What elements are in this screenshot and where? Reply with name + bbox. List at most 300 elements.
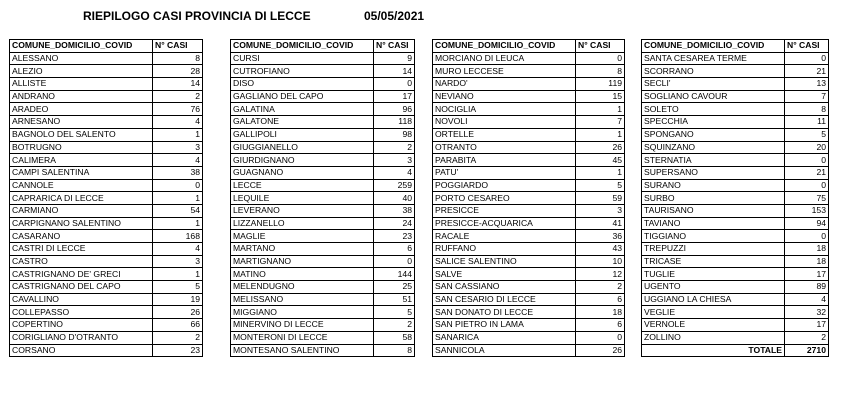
casi-cell: 14 — [153, 78, 203, 91]
table-row — [231, 166, 415, 179]
casi-cell: 1 — [153, 217, 203, 230]
table-row — [642, 116, 829, 129]
comune-cell: ALESSANO — [10, 52, 153, 65]
table-row — [10, 243, 203, 256]
casi-cell: 51 — [374, 293, 415, 306]
table-row — [642, 306, 829, 319]
column-header-casi: N° CASI — [785, 40, 829, 53]
casi-cell: 11 — [785, 116, 829, 129]
comune-cell: OTRANTO — [433, 141, 576, 154]
cases-table-4 — [641, 39, 829, 357]
casi-cell: 18 — [785, 255, 829, 268]
comune-cell: ARNESANO — [10, 116, 153, 129]
total-row — [642, 344, 829, 357]
table-row — [433, 217, 625, 230]
table-row — [642, 255, 829, 268]
casi-cell: 8 — [576, 65, 625, 78]
comune-cell: LEVERANO — [231, 204, 374, 217]
cases-table-2 — [230, 39, 415, 357]
comune-cell: SQUINZANO — [642, 141, 785, 154]
column-header-comune: COMUNE_DOMICILIO_COVID — [10, 40, 153, 53]
table-row — [231, 281, 415, 294]
comune-cell: RUFFANO — [433, 243, 576, 256]
table-row — [433, 192, 625, 205]
comune-cell: LECCE — [231, 179, 374, 192]
cases-table-3 — [432, 39, 625, 357]
table-row — [642, 293, 829, 306]
casi-cell: 2 — [374, 319, 415, 332]
table-row — [433, 128, 625, 141]
comune-cell: MURO LECCESE — [433, 65, 576, 78]
table-row — [10, 217, 203, 230]
report-date: 05/05/2021 — [364, 9, 425, 23]
comune-cell: GAGLIANO DEL CAPO — [231, 90, 374, 103]
comune-cell: UGENTO — [642, 281, 785, 294]
table-header-row — [231, 40, 415, 53]
comune-cell: CAMPI SALENTINA — [10, 166, 153, 179]
table-row — [433, 103, 625, 116]
comune-cell: BOTRUGNO — [10, 141, 153, 154]
comune-cell: UGGIANO LA CHIESA — [642, 293, 785, 306]
casi-cell: 153 — [785, 204, 829, 217]
casi-cell: 2 — [576, 281, 625, 294]
table-row — [231, 154, 415, 167]
casi-cell: 26 — [576, 141, 625, 154]
table-row — [642, 230, 829, 243]
comune-cell: PRESICCE — [433, 204, 576, 217]
table-row — [10, 179, 203, 192]
casi-cell: 118 — [374, 116, 415, 129]
table-row — [10, 255, 203, 268]
comune-cell: SCORRANO — [642, 65, 785, 78]
table-body — [231, 52, 415, 357]
casi-cell: 0 — [153, 179, 203, 192]
table-row — [433, 78, 625, 91]
comune-cell: SALVE — [433, 268, 576, 281]
comune-cell: TIGGIANO — [642, 230, 785, 243]
comune-cell: SURBO — [642, 192, 785, 205]
casi-cell: 32 — [785, 306, 829, 319]
table-row — [433, 116, 625, 129]
table-row — [10, 331, 203, 344]
comune-cell: COLLEPASSO — [10, 306, 153, 319]
comune-cell: TREPUZZI — [642, 243, 785, 256]
table-row — [433, 141, 625, 154]
comune-cell: ANDRANO — [10, 90, 153, 103]
comune-cell: CASARANO — [10, 230, 153, 243]
comune-cell: STERNATIA — [642, 154, 785, 167]
casi-cell: 7 — [576, 116, 625, 129]
casi-cell: 36 — [576, 230, 625, 243]
casi-cell: 144 — [374, 268, 415, 281]
comune-cell: SAN PIETRO IN LAMA — [433, 319, 576, 332]
casi-cell: 66 — [153, 319, 203, 332]
comune-cell: SALICE SALENTINO — [433, 255, 576, 268]
table-row — [10, 166, 203, 179]
casi-cell: 18 — [785, 243, 829, 256]
casi-cell: 38 — [153, 166, 203, 179]
comune-cell: PATU' — [433, 166, 576, 179]
casi-cell: 6 — [576, 293, 625, 306]
casi-cell: 94 — [785, 217, 829, 230]
comune-cell: BAGNOLO DEL SALENTO — [10, 128, 153, 141]
table-row — [231, 255, 415, 268]
comune-cell: SANNICOLA — [433, 344, 576, 357]
table-row — [231, 217, 415, 230]
comune-cell: NEVIANO — [433, 90, 576, 103]
table-row — [433, 293, 625, 306]
comune-cell: GALLIPOLI — [231, 128, 374, 141]
casi-cell: 14 — [374, 65, 415, 78]
comune-cell: MATINO — [231, 268, 374, 281]
comune-cell: ZOLLINO — [642, 331, 785, 344]
casi-cell: 13 — [785, 78, 829, 91]
table-row — [642, 281, 829, 294]
table-row — [231, 243, 415, 256]
table-row — [433, 179, 625, 192]
table-row — [642, 192, 829, 205]
casi-cell: 0 — [785, 154, 829, 167]
table-row — [642, 90, 829, 103]
table-row — [642, 179, 829, 192]
comune-cell: LIZZANELLO — [231, 217, 374, 230]
casi-cell: 75 — [785, 192, 829, 205]
table-row — [231, 116, 415, 129]
table-row — [231, 230, 415, 243]
comune-cell: VERNOLE — [642, 319, 785, 332]
comune-cell: CALIMERA — [10, 154, 153, 167]
comune-cell: MONTESANO SALENTINO — [231, 344, 374, 357]
table-row — [10, 103, 203, 116]
comune-cell: SAN CASSIANO — [433, 281, 576, 294]
comune-cell: SURANO — [642, 179, 785, 192]
table-row — [231, 344, 415, 357]
comune-cell: MELISSANO — [231, 293, 374, 306]
casi-cell: 8 — [374, 344, 415, 357]
casi-cell: 21 — [785, 166, 829, 179]
table-row — [642, 154, 829, 167]
casi-cell: 2 — [153, 331, 203, 344]
comune-cell: GUAGNANO — [231, 166, 374, 179]
table-row — [231, 293, 415, 306]
casi-cell: 9 — [374, 52, 415, 65]
table-body — [10, 52, 203, 357]
table-row — [642, 103, 829, 116]
comune-cell: TUGLIE — [642, 268, 785, 281]
table-row — [433, 255, 625, 268]
casi-cell: 17 — [785, 319, 829, 332]
comune-cell: TRICASE — [642, 255, 785, 268]
casi-cell: 26 — [576, 344, 625, 357]
casi-cell: 5 — [576, 179, 625, 192]
comune-cell: MARTANO — [231, 243, 374, 256]
comune-cell: SUPERSANO — [642, 166, 785, 179]
table-row — [231, 52, 415, 65]
casi-cell: 1 — [576, 166, 625, 179]
table-row — [433, 65, 625, 78]
table-row — [433, 154, 625, 167]
comune-cell: CASTRIGNANO DE' GRECI — [10, 268, 153, 281]
casi-cell: 6 — [374, 243, 415, 256]
table-row — [642, 78, 829, 91]
comune-cell: SAN DONATO DI LECCE — [433, 306, 576, 319]
comune-cell: CUTROFIANO — [231, 65, 374, 78]
casi-cell: 8 — [153, 52, 203, 65]
table-row — [231, 204, 415, 217]
casi-cell: 1 — [576, 128, 625, 141]
comune-cell: CORIGLIANO D'OTRANTO — [10, 331, 153, 344]
casi-cell: 7 — [785, 90, 829, 103]
comune-cell: ALLISTE — [10, 78, 153, 91]
table-row — [433, 52, 625, 65]
comune-cell: VEGLIE — [642, 306, 785, 319]
casi-cell: 5 — [374, 306, 415, 319]
comune-cell: LEQUILE — [231, 192, 374, 205]
casi-cell: 1 — [153, 128, 203, 141]
table-body — [433, 52, 625, 357]
comune-cell: SPECCHIA — [642, 116, 785, 129]
table-row — [642, 319, 829, 332]
casi-cell: 25 — [374, 281, 415, 294]
table-row — [231, 306, 415, 319]
casi-cell: 2 — [374, 141, 415, 154]
casi-cell: 0 — [785, 52, 829, 65]
comune-cell: PORTO CESAREO — [433, 192, 576, 205]
table-row — [231, 128, 415, 141]
table-row — [433, 243, 625, 256]
comune-cell: PARABITA — [433, 154, 576, 167]
comune-cell: ARADEO — [10, 103, 153, 116]
casi-cell: 89 — [785, 281, 829, 294]
casi-cell: 18 — [576, 306, 625, 319]
table-row — [231, 103, 415, 116]
casi-cell: 17 — [374, 90, 415, 103]
table-row — [10, 128, 203, 141]
comune-cell: SANTA CESAREA TERME — [642, 52, 785, 65]
table-row — [642, 65, 829, 78]
table-row — [642, 52, 829, 65]
table-row — [433, 344, 625, 357]
table-row — [10, 52, 203, 65]
comune-cell: GIUGGIANELLO — [231, 141, 374, 154]
table-row — [10, 204, 203, 217]
comune-cell: ALEZIO — [10, 65, 153, 78]
casi-cell: 4 — [153, 116, 203, 129]
table-row — [642, 217, 829, 230]
comune-cell: PRESICCE-ACQUARICA — [433, 217, 576, 230]
table-row — [10, 344, 203, 357]
table-row — [642, 204, 829, 217]
casi-cell: 2 — [153, 90, 203, 103]
report-title: RIEPILOGO CASI PROVINCIA DI LECCE — [83, 9, 311, 23]
table-row — [231, 141, 415, 154]
casi-cell: 4 — [785, 293, 829, 306]
table-row — [642, 268, 829, 281]
casi-cell: 40 — [374, 192, 415, 205]
casi-cell: 0 — [374, 255, 415, 268]
table-row — [433, 268, 625, 281]
table-row — [642, 243, 829, 256]
comune-cell: CANNOLE — [10, 179, 153, 192]
table-row — [231, 179, 415, 192]
casi-cell: 43 — [576, 243, 625, 256]
table-header-row — [10, 40, 203, 53]
comune-cell: CAVALLINO — [10, 293, 153, 306]
comune-cell: CAPRARICA DI LECCE — [10, 192, 153, 205]
table-row — [231, 65, 415, 78]
comune-cell: NARDO' — [433, 78, 576, 91]
casi-cell: 1 — [153, 268, 203, 281]
table-body — [642, 52, 829, 344]
casi-cell: 8 — [785, 103, 829, 116]
table-row — [10, 154, 203, 167]
table-row — [10, 230, 203, 243]
table-row — [10, 116, 203, 129]
casi-cell: 98 — [374, 128, 415, 141]
total-label: TOTALE — [642, 344, 785, 357]
casi-cell: 119 — [576, 78, 625, 91]
casi-cell: 38 — [374, 204, 415, 217]
comune-cell: MIGGIANO — [231, 306, 374, 319]
table-row — [433, 306, 625, 319]
comune-cell: SOGLIANO CAVOUR — [642, 90, 785, 103]
casi-cell: 0 — [785, 230, 829, 243]
casi-cell: 96 — [374, 103, 415, 116]
table-row — [10, 268, 203, 281]
column-header-casi: N° CASI — [576, 40, 625, 53]
casi-cell: 0 — [576, 52, 625, 65]
table-row — [433, 281, 625, 294]
casi-cell: 4 — [153, 154, 203, 167]
table-row — [433, 230, 625, 243]
casi-cell: 45 — [576, 154, 625, 167]
casi-cell: 23 — [374, 230, 415, 243]
comune-cell: COPERTINO — [10, 319, 153, 332]
casi-cell: 59 — [576, 192, 625, 205]
table-row — [10, 78, 203, 91]
casi-cell: 1 — [576, 103, 625, 116]
casi-cell: 5 — [785, 128, 829, 141]
casi-cell: 12 — [576, 268, 625, 281]
comune-cell: CORSANO — [10, 344, 153, 357]
comune-cell: CASTRI DI LECCE — [10, 243, 153, 256]
casi-cell: 0 — [576, 331, 625, 344]
comune-cell: CARMIANO — [10, 204, 153, 217]
casi-cell: 5 — [153, 281, 203, 294]
comune-cell: GALATINA — [231, 103, 374, 116]
column-header-casi: N° CASI — [374, 40, 415, 53]
table-row — [642, 141, 829, 154]
comune-cell: MINERVINO DI LECCE — [231, 319, 374, 332]
table-header-row — [433, 40, 625, 53]
casi-cell: 54 — [153, 204, 203, 217]
table-row — [433, 204, 625, 217]
comune-cell: NOCIGLIA — [433, 103, 576, 116]
table-header-row — [642, 40, 829, 53]
column-header-comune: COMUNE_DOMICILIO_COVID — [231, 40, 374, 53]
casi-cell: 0 — [785, 179, 829, 192]
cases-table-1 — [9, 39, 203, 357]
casi-cell: 19 — [153, 293, 203, 306]
casi-cell: 10 — [576, 255, 625, 268]
casi-cell: 17 — [785, 268, 829, 281]
comune-cell: SPONGANO — [642, 128, 785, 141]
casi-cell: 15 — [576, 90, 625, 103]
total-value: 2710 — [785, 344, 829, 357]
casi-cell: 21 — [785, 65, 829, 78]
comune-cell: MONTERONI DI LECCE — [231, 331, 374, 344]
table-row — [231, 90, 415, 103]
casi-cell: 3 — [576, 204, 625, 217]
table-row — [433, 166, 625, 179]
table-row — [433, 331, 625, 344]
casi-cell: 6 — [576, 319, 625, 332]
comune-cell: NOVOLI — [433, 116, 576, 129]
comune-cell: GALATONE — [231, 116, 374, 129]
table-row — [231, 268, 415, 281]
comune-cell: CARPIGNANO SALENTINO — [10, 217, 153, 230]
table-row — [10, 90, 203, 103]
casi-cell: 26 — [153, 306, 203, 319]
table-row — [642, 128, 829, 141]
table-row — [642, 166, 829, 179]
table-row — [10, 281, 203, 294]
table-row — [10, 319, 203, 332]
comune-cell: SECLI' — [642, 78, 785, 91]
comune-cell: TAURISANO — [642, 204, 785, 217]
comune-cell: ORTELLE — [433, 128, 576, 141]
comune-cell: GIURDIGNANO — [231, 154, 374, 167]
casi-cell: 20 — [785, 141, 829, 154]
column-header-casi: N° CASI — [153, 40, 203, 53]
column-header-comune: COMUNE_DOMICILIO_COVID — [642, 40, 785, 53]
table-row — [10, 192, 203, 205]
table-row — [231, 319, 415, 332]
casi-cell: 3 — [153, 141, 203, 154]
table-row — [433, 319, 625, 332]
table-row — [231, 78, 415, 91]
column-header-comune: COMUNE_DOMICILIO_COVID — [433, 40, 576, 53]
comune-cell: SAN CESARIO DI LECCE — [433, 293, 576, 306]
comune-cell: TAVIANO — [642, 217, 785, 230]
table-row — [10, 306, 203, 319]
casi-cell: 1 — [153, 192, 203, 205]
comune-cell: MORCIANO DI LEUCA — [433, 52, 576, 65]
casi-cell: 0 — [374, 78, 415, 91]
comune-cell: SOLETO — [642, 103, 785, 116]
table-row — [231, 192, 415, 205]
comune-cell: SANARICA — [433, 331, 576, 344]
casi-cell: 28 — [153, 65, 203, 78]
comune-cell: DISO — [231, 78, 374, 91]
comune-cell: CASTRO — [10, 255, 153, 268]
casi-cell: 58 — [374, 331, 415, 344]
casi-cell: 4 — [374, 166, 415, 179]
comune-cell: MAGLIE — [231, 230, 374, 243]
casi-cell: 2 — [785, 331, 829, 344]
table-row — [10, 65, 203, 78]
comune-cell: MARTIGNANO — [231, 255, 374, 268]
casi-cell: 23 — [153, 344, 203, 357]
table-row — [10, 141, 203, 154]
casi-cell: 3 — [374, 154, 415, 167]
casi-cell: 76 — [153, 103, 203, 116]
comune-cell: CURSI — [231, 52, 374, 65]
casi-cell: 168 — [153, 230, 203, 243]
table-row — [642, 331, 829, 344]
comune-cell: MELENDUGNO — [231, 281, 374, 294]
comune-cell: RACALE — [433, 230, 576, 243]
